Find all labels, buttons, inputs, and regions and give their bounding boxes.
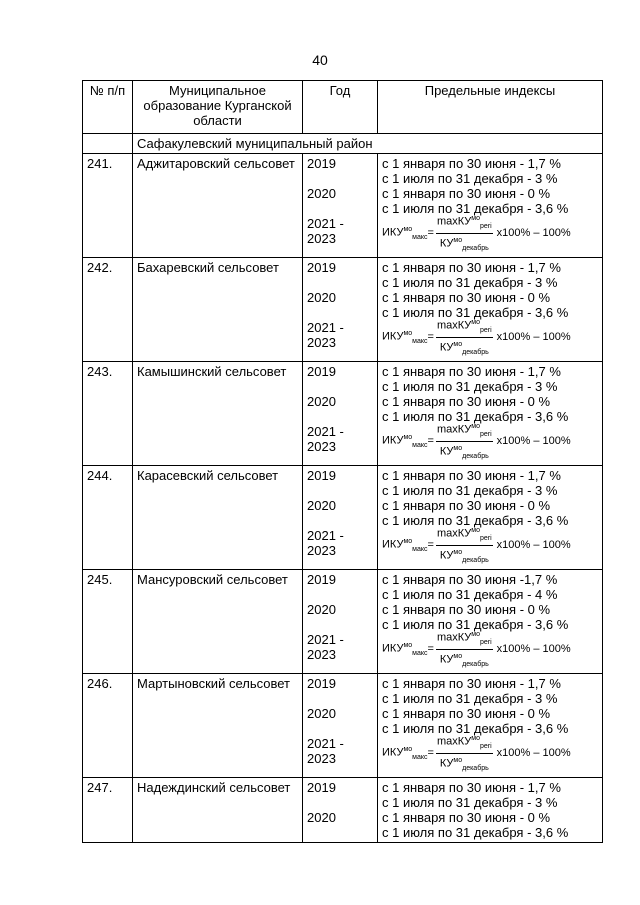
index-line: с 1 января по 30 июня - 0 % [382,290,551,305]
year-range: 2021 - 2023 [307,632,344,662]
index-formula: $ИКУ^{мо}_{макс}$ = $\frac{\max КУ^{мо}_{peri}}{КУ^{мо}_{декабрь}}$ x100% – 100% [382,216,598,250]
index-formula: $ИКУ^{мо}_{макс}$ = $\frac{\max КУ^{мо}_{peri}}{КУ^{мо}_{декабрь}}$ x100% – 100% [382,632,598,666]
table-row [83,466,603,570]
district-row [83,134,603,154]
year-cell [303,570,378,674]
district-name: Сафакулевский муниципальный район [133,134,603,154]
formula-fraction: $\frac{\max КУ^{мо}_{peri}}{КУ^{мо}_{декабрь}}$ [436,420,493,463]
formula-fraction: $\frac{\max КУ^{мо}_{peri}}{КУ^{мо}_{декабрь}}$ [436,212,493,255]
index-line: с 1 января по 30 июня - 0 % [382,602,551,617]
indices-cell [378,570,603,674]
index-formula: $ИКУ^{мо}_{макс}$ = $\frac{\max КУ^{мо}_{peri}}{КУ^{мо}_{декабрь}}$ x100% – 100% [382,424,598,458]
index-formula: $ИКУ^{мо}_{макс}$ = $\frac{\max КУ^{мо}_{peri}}{КУ^{мо}_{декабрь}}$ x100% – 100% [382,320,598,354]
municipality-name: Камышинский сельсовет [133,362,303,466]
index-line: с 1 июля по 31 декабря - 3 % [382,795,558,810]
index-line: с 1 июля по 31 декабря - 3,6 % [382,305,569,320]
row-number: 244. [83,466,133,570]
year-2020: 2020 [307,498,336,513]
table-body [83,154,603,843]
year-2019: 2019 [307,572,336,587]
row-number: 241. [83,154,133,258]
indices-cell [378,258,603,362]
year-2020: 2020 [307,186,336,201]
municipality-name: Мартыновский сельсовет [133,674,303,778]
indices-cell [378,362,603,466]
row-number: 243. [83,362,133,466]
table-row [83,258,603,362]
index-line: с 1 июля по 31 декабря - 3,6 % [382,201,569,216]
year-2020: 2020 [307,602,336,617]
index-line: с 1 июля по 31 декабря - 3 % [382,379,558,394]
index-line: с 1 июля по 31 декабря - 4 % [382,587,558,602]
index-line: с 1 января по 30 июня - 1,7 % [382,468,561,483]
year-2020: 2020 [307,394,336,409]
year-range: 2021 - 2023 [307,528,344,558]
year-cell [303,674,378,778]
municipality-name: Аджитаровский сельсовет [133,154,303,258]
index-line: с 1 января по 30 июня - 0 % [382,186,551,201]
header-municipality: Муниципальное образование Курганской области [133,81,303,134]
year-cell [303,258,378,362]
header-indices: Предельные индексы [378,81,603,134]
indices-table [82,80,603,843]
indices-cell [378,154,603,258]
index-formula: $ИКУ^{мо}_{макс}$ = $\frac{\max КУ^{мо}_{peri}}{КУ^{мо}_{декабрь}}$ x100% – 100% [382,736,598,770]
year-2019: 2019 [307,676,336,691]
index-line: с 1 января по 30 июня - 1,7 % [382,364,561,379]
municipality-name: Надеждинский сельсовет [133,778,303,843]
table-header-row [83,81,603,134]
municipality-name: Карасевский сельсовет [133,466,303,570]
year-cell [303,362,378,466]
row-number: 242. [83,258,133,362]
municipality-name: Мансуровский сельсовет [133,570,303,674]
year-2020: 2020 [307,810,336,825]
page-number: 40 [312,52,328,68]
year-2019: 2019 [307,780,336,795]
index-formula: $ИКУ^{мо}_{макс}$ = $\frac{\max КУ^{мо}_{peri}}{КУ^{мо}_{декабрь}}$ x100% – 100% [382,528,598,562]
year-cell [303,778,378,843]
index-line: с 1 января по 30 июня - 1,7 % [382,780,561,795]
index-line: с 1 июля по 31 декабря - 3,6 % [382,617,569,632]
formula-fraction: $\frac{\max КУ^{мо}_{peri}}{КУ^{мо}_{декабрь}}$ [436,524,493,567]
row-number: 245. [83,570,133,674]
table-row [83,674,603,778]
index-line: с 1 января по 30 июня - 0 % [382,394,551,409]
header-num: № п/п [83,81,133,134]
year-range: 2021 - 2023 [307,320,344,350]
index-line: с 1 июля по 31 декабря - 3,6 % [382,513,569,528]
index-line: с 1 июля по 31 декабря - 3,6 % [382,825,569,840]
index-line: с 1 января по 30 июня -1,7 % [382,572,558,587]
indices-cell [378,778,603,843]
year-2019: 2019 [307,364,336,379]
table-row [83,778,603,843]
index-line: с 1 января по 30 июня - 1,7 % [382,156,561,171]
year-2020: 2020 [307,706,336,721]
index-line: с 1 января по 30 июня - 1,7 % [382,676,561,691]
index-line: с 1 января по 30 июня - 1,7 % [382,260,561,275]
index-line: с 1 июля по 31 декабря - 3 % [382,483,558,498]
index-line: с 1 июля по 31 декабря - 3,6 % [382,409,569,424]
year-cell [303,154,378,258]
header-year: Год [303,81,378,134]
year-2019: 2019 [307,156,336,171]
formula-fraction: $\frac{\max КУ^{мо}_{peri}}{КУ^{мо}_{декабрь}}$ [436,316,493,359]
index-line: с 1 января по 30 июня - 0 % [382,498,551,513]
index-line: с 1 июля по 31 декабря - 3,6 % [382,721,569,736]
index-line: с 1 января по 30 июня - 0 % [382,706,551,721]
index-line: с 1 июля по 31 декабря - 3 % [382,171,558,186]
year-range: 2021 - 2023 [307,424,344,454]
municipality-name: Бахаревский сельсовет [133,258,303,362]
indices-cell [378,466,603,570]
formula-fraction: $\frac{\max КУ^{мо}_{peri}}{КУ^{мо}_{декабрь}}$ [436,732,493,775]
index-line: с 1 июля по 31 декабря - 3 % [382,691,558,706]
index-line: с 1 июля по 31 декабря - 3 % [382,275,558,290]
year-2020: 2020 [307,290,336,305]
table-row [83,570,603,674]
index-line: с 1 января по 30 июня - 0 % [382,810,551,825]
year-range: 2021 - 2023 [307,216,344,246]
table-row [83,154,603,258]
year-cell [303,466,378,570]
year-2019: 2019 [307,260,336,275]
formula-fraction: $\frac{\max КУ^{мо}_{peri}}{КУ^{мо}_{декабрь}}$ [436,628,493,671]
table-row [83,362,603,466]
indices-cell [378,674,603,778]
year-range: 2021 - 2023 [307,736,344,766]
row-number: 247. [83,778,133,843]
year-2019: 2019 [307,468,336,483]
row-number: 246. [83,674,133,778]
